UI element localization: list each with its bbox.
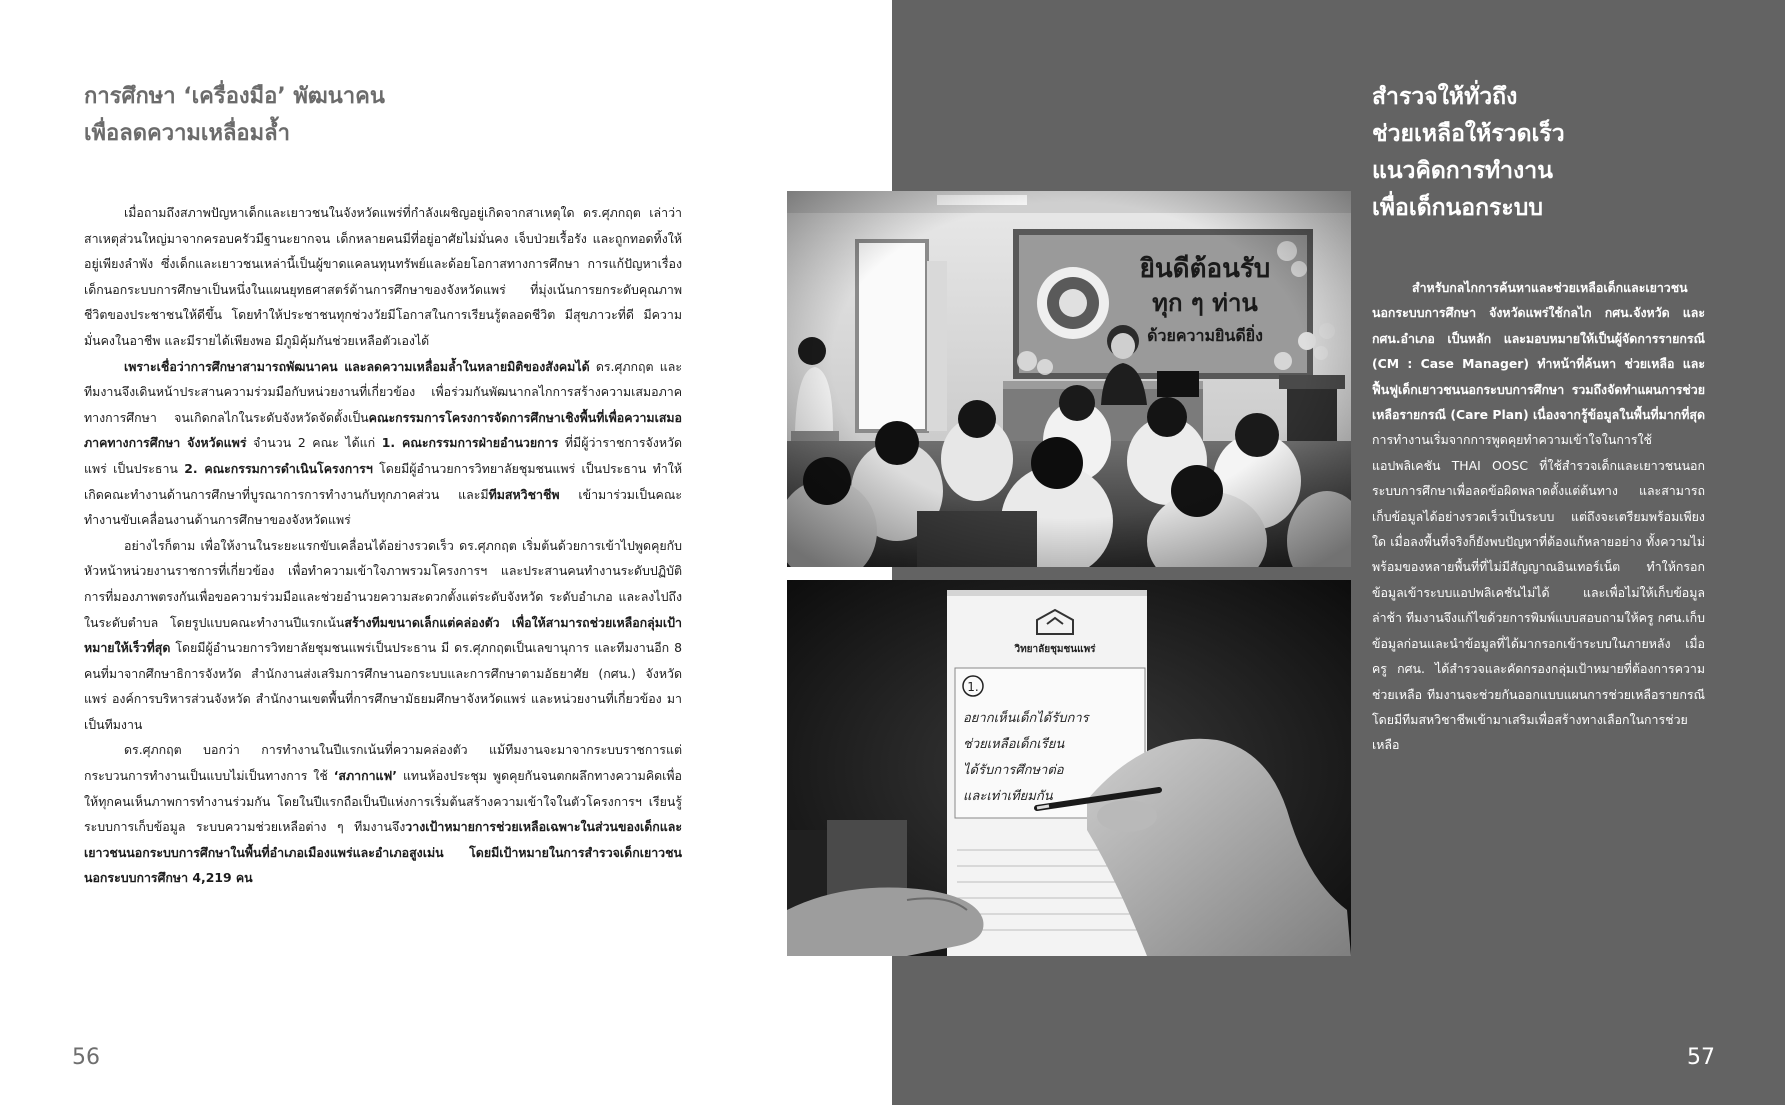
left-page	[0, 0, 892, 1105]
paragraph	[84, 200, 682, 354]
text-run: ดร.ศุภกฤต บอกว่า การทำงานในปีแรกเน้นที่ความคล่องตัว แม้ทีมงานจะมาจากระบบราชการแต่กระบวนการทำงานเป็นแบบไม่เป็นทางการ ใช้	[84, 742, 682, 784]
svg-text:1.: 1.	[967, 680, 979, 694]
bold-text-run: 1. คณะกรรมการฝ่ายอำนวยการ	[381, 435, 559, 451]
text-run: จำนวน 2 คณะ ได้แก่	[246, 435, 382, 451]
svg-text:วิทยาลัยชุมชนแพร่: วิทยาลัยชุมชนแพร่	[1014, 644, 1096, 655]
text-run: ดร.ศุภกฤต และทีมงานจึงเดินหน้าประสานความร่วมมือกับหน่วยงานที่เกี่ยวข้อง เพื่อร่วมกันพัฒนากลไกการสร้างความเสมอภาคทางการศึกษา จนเกิดกลไกในระดับจังหวัดจัดตั้งเป็น	[84, 358, 682, 425]
paragraph	[84, 533, 682, 738]
left-heading-line-1: การศึกษา ‘เครื่องมือ’ พัฒนาคน	[84, 84, 385, 109]
text-run: อย่างไรก็ตาม เพื่อให้งานในระยะแรกขับเคลื่อนได้อย่างรวดเร็ว ดร.ศุภกฤต เริ่มต้นด้วยการเข้าไปพูดคุยกับหัวหน้าหน่วยงานราชการที่เกี่ยวข้อง เพื่อทำความเข้าใจภาพรวมโครงการฯ และประสานคนทำงานระดับปฏิบัติการที่มองภาพตรงกันเพื่อขอความร่วมมือและช่วยอำนวยความสะดวกตั้งแต่ระดับจังหวัด ระดับอำเภอ และลงไปถึงในระดับตำบล โดยรูปแบบคณะทำงานปีแรกเน้น	[84, 537, 682, 630]
bold-text-run: วางเป้าหมายการช่วยเหลือเฉพาะในส่วนของเด็กและเยาวชนนอกระบบการศึกษาในพื้นที่อำเภอเมืองแพร่และอำเภอสูงเม่น โดยมีเป้าหมายในการสำรวจเด็กเยาวชนนอกระบบการศึกษา 4,219 คน	[84, 819, 682, 886]
text-run: ที่มีผู้ว่าราชการจังหวัดแพร่ เป็นประธาน	[84, 435, 683, 476]
paragraph	[84, 354, 682, 533]
bold-text-run: 2. คณะกรรมการดำเนินโครงการฯ	[184, 460, 373, 476]
text-run: การทำงานเริ่มจากการพูดคุยทำความเข้าใจในการใช้แอปพลิเคชัน THAI OOSC ที่ใช้สำรวจเด็กและเยาวชนนอกระบบการศึกษาเพื่อลดข้อผิดพลาดตั้งแต่ต้นทาง และสามารถเก็บข้อมูลได้อย่างรวดเร็วเป็นระบบ แต่ถึงจะเตรียมพร้อมเพียงใด เมื่อลงพื้นที่จริงก็ยังพบปัญหาที่ต้องแก้หลายอย่าง ทั้งความไม่พร้อมของหลายพื้นที่ที่ไม่มีสัญญาณอินเทอร์เน็ต ทำให้กรอกข้อมูลเข้าระบบแอปพลิเคชันไม่ได้ และเพื่อไม่ให้เก็บข้อมูลล่าช้า ทีมงานจึงแก้ไขด้วยการพิมพ์แบบสอบถามให้ครู กศน.เก็บข้อมูลก่อนและนำข้อมูลที่ได้มากรอกเข้าระบบในภายหลัง เมื่อ ครู กศน. ได้สำรวจและคัดกรองกลุ่มเป้าหมายที่ต้องการความช่วยเหลือ ทีมงานจะช่วยกันออกแบบแผนการช่วยเหลือรายกรณี โดยมีทีมสหวิชาชีพเข้ามาเสริมเพื่อสร้างทางเลือกในการช่วยเหลือ	[1372, 432, 1705, 753]
right-heading-line-1: สำรวจให้ทั่วถึง	[1372, 84, 1518, 110]
paragraph	[1372, 275, 1705, 758]
handwritten-card-photo	[787, 580, 1351, 956]
page-number-right: 57	[1687, 1045, 1715, 1070]
bold-text-run: ‘สภากาแฟ’	[333, 768, 398, 784]
text-run: เมื่อถามถึงสภาพปัญหาเด็กและเยาวชนในจังหวัดแพร่ที่กำลังเผชิญอยู่เกิดจากสาเหตุใด ดร.ศุภกฤต เล่าว่า สาเหตุส่วนใหญ่มาจากครอบครัวมีฐานะยากจน เด็กหลายคนมีที่อยู่อาศัยไม่มั่นคง เจ็บป่วยเรื้อรัง และถูกทอดทิ้งให้อยู่เพียงลำพัง ซึ่งเด็กและเยาวชนเหล่านี้เป็นผู้ขาดแคลนทุนทรัพย์และด้อยโอกาสทางการศึกษา การแก้ปัญหาเรื่องเด็กนอกระบบการศึกษาเป็นหนึ่งในแผนยุทธศาสตร์ด้านการศึกษาของจังหวัดแพร่ ที่มุ่งเน้นการยกระดับคุณภาพชีวิตของประชาชนให้ดีขึ้น โดยทำให้ประชาชนทุกช่วงวัยมีโอกาสในการเรียนรู้ตลอดชีวิต มีสุขภาวะที่ดี มีความมั่นคงในอาชีพ และมีรายได้เพียงพอ มีภูมิคุ้มกันช่วยเหลือตัวเองได้	[84, 205, 682, 348]
bold-text-run: สำหรับกลไกการค้นหาและช่วยเหลือเด็กและเยาวชนนอกระบบการศึกษา จังหวัดแพร่ใช้กลไก กศน.จังหวัด และ กศน.อำเภอ เป็นหลัก และมอบหมายให้เป็นผู้จัดการรายกรณี (CM : Case Manager) ทำหน้าที่ค้นหา ช่วยเหลือ และฟื้นฟูเด็กเยาวชนนอกระบบการศึกษา รวมถึงจัดทำแผนการช่วยเหลือรายกรณี (Care Plan) เนื่องจากรู้ข้อมูลในพื้นที่มากที่สุด	[1372, 280, 1705, 423]
right-heading-line-4: เพื่อเด็กนอกระบบ	[1372, 195, 1543, 221]
meeting-photo	[787, 191, 1351, 567]
right-heading-line-3: แนวคิดการทำงาน	[1372, 158, 1553, 184]
right-page-heading	[1372, 79, 1702, 227]
right-page-body	[1372, 275, 1705, 758]
svg-text:และเท่าเทียมกัน: และเท่าเทียมกัน	[963, 789, 1053, 804]
svg-text:ได้รับการศึกษาต่อ: ได้รับการศึกษาต่อ	[963, 763, 1064, 778]
bold-text-run: สร้างทีมขนาดเล็กแต่คล่องตัว เพื่อให้สามารถช่วยเหลือกลุ่มเป้าหมายให้เร็วที่สุด	[84, 614, 682, 656]
text-run: โดยมีผู้อำนวยการวิทยาลัยชุมชนแพร่ เป็นประธาน ทำให้เกิดคณะทำงานด้านการศึกษาที่บูรณาการการทำงานกับทุกภาคส่วน และมี	[84, 460, 682, 502]
bold-text-run: เพราะเชื่อว่าการศึกษาสามารถพัฒนาคน และลดความเหลื่อมล้ำในหลายมิติของสังคมได้	[124, 358, 590, 374]
paragraph	[84, 737, 682, 891]
text-run: โดยมีผู้อำนวยการวิทยาลัยชุมชนแพร่เป็นประธาน มี ดร.ศุภกฤตเป็นเลขานุการ และทีมงานอีก 8 คนที่มาจากศึกษาธิการจังหวัด สำนักงานส่งเสริมการศึกษานอกระบบและการศึกษาตามอัธยาศัย (กศน.) จังหวัดแพร่ องค์การบริหารส่วนจังหวัด สำนักงานเขตพื้นที่การศึกษามัธยมศึกษาจังหวัดแพร่ และหน่วยงานที่เกี่ยวข้อง มาเป็นทีมงาน	[84, 640, 682, 732]
svg-text:ช่วยเหลือเด็กเรียน: ช่วยเหลือเด็กเรียน	[963, 737, 1065, 752]
bold-text-run: ทีมสหวิชาชีพ	[488, 486, 560, 502]
svg-text:อยากเห็นเด็กได้รับการ: อยากเห็นเด็กได้รับการ	[963, 711, 1089, 726]
left-page-body	[84, 200, 682, 891]
bold-text-run: คณะกรรมการโครงการจัดการศึกษาเชิงพื้นที่เพื่อความเสมอภาคทางการศึกษา จังหวัดแพร่	[84, 409, 682, 451]
text-run: แทนห้องประชุม พูดคุยกันจนตกผลึกทางความคิดเพื่อให้ทุกคนเห็นภาพการทำงานร่วมกัน โดยในปีแรกถือเป็นปีแห่งการเริ่มต้นสร้างความเข้าใจในตัวโครงการฯ เรียนรู้ระบบการเก็บข้อมูล ระบบความช่วยเหลือต่าง ๆ ทีมงานจึง	[84, 768, 682, 835]
page-number-left: 56	[72, 1045, 100, 1070]
left-heading-line-2: เพื่อลดความเหลื่อมล้ำ	[84, 121, 290, 146]
text-run: เข้ามาร่วมเป็นคณะทำงานขับเคลื่อนงานด้านการศึกษาของจังหวัดแพร่	[84, 486, 682, 528]
right-heading-line-2: ช่วยเหลือให้รวดเร็ว	[1372, 121, 1565, 147]
left-page-heading	[84, 78, 644, 152]
